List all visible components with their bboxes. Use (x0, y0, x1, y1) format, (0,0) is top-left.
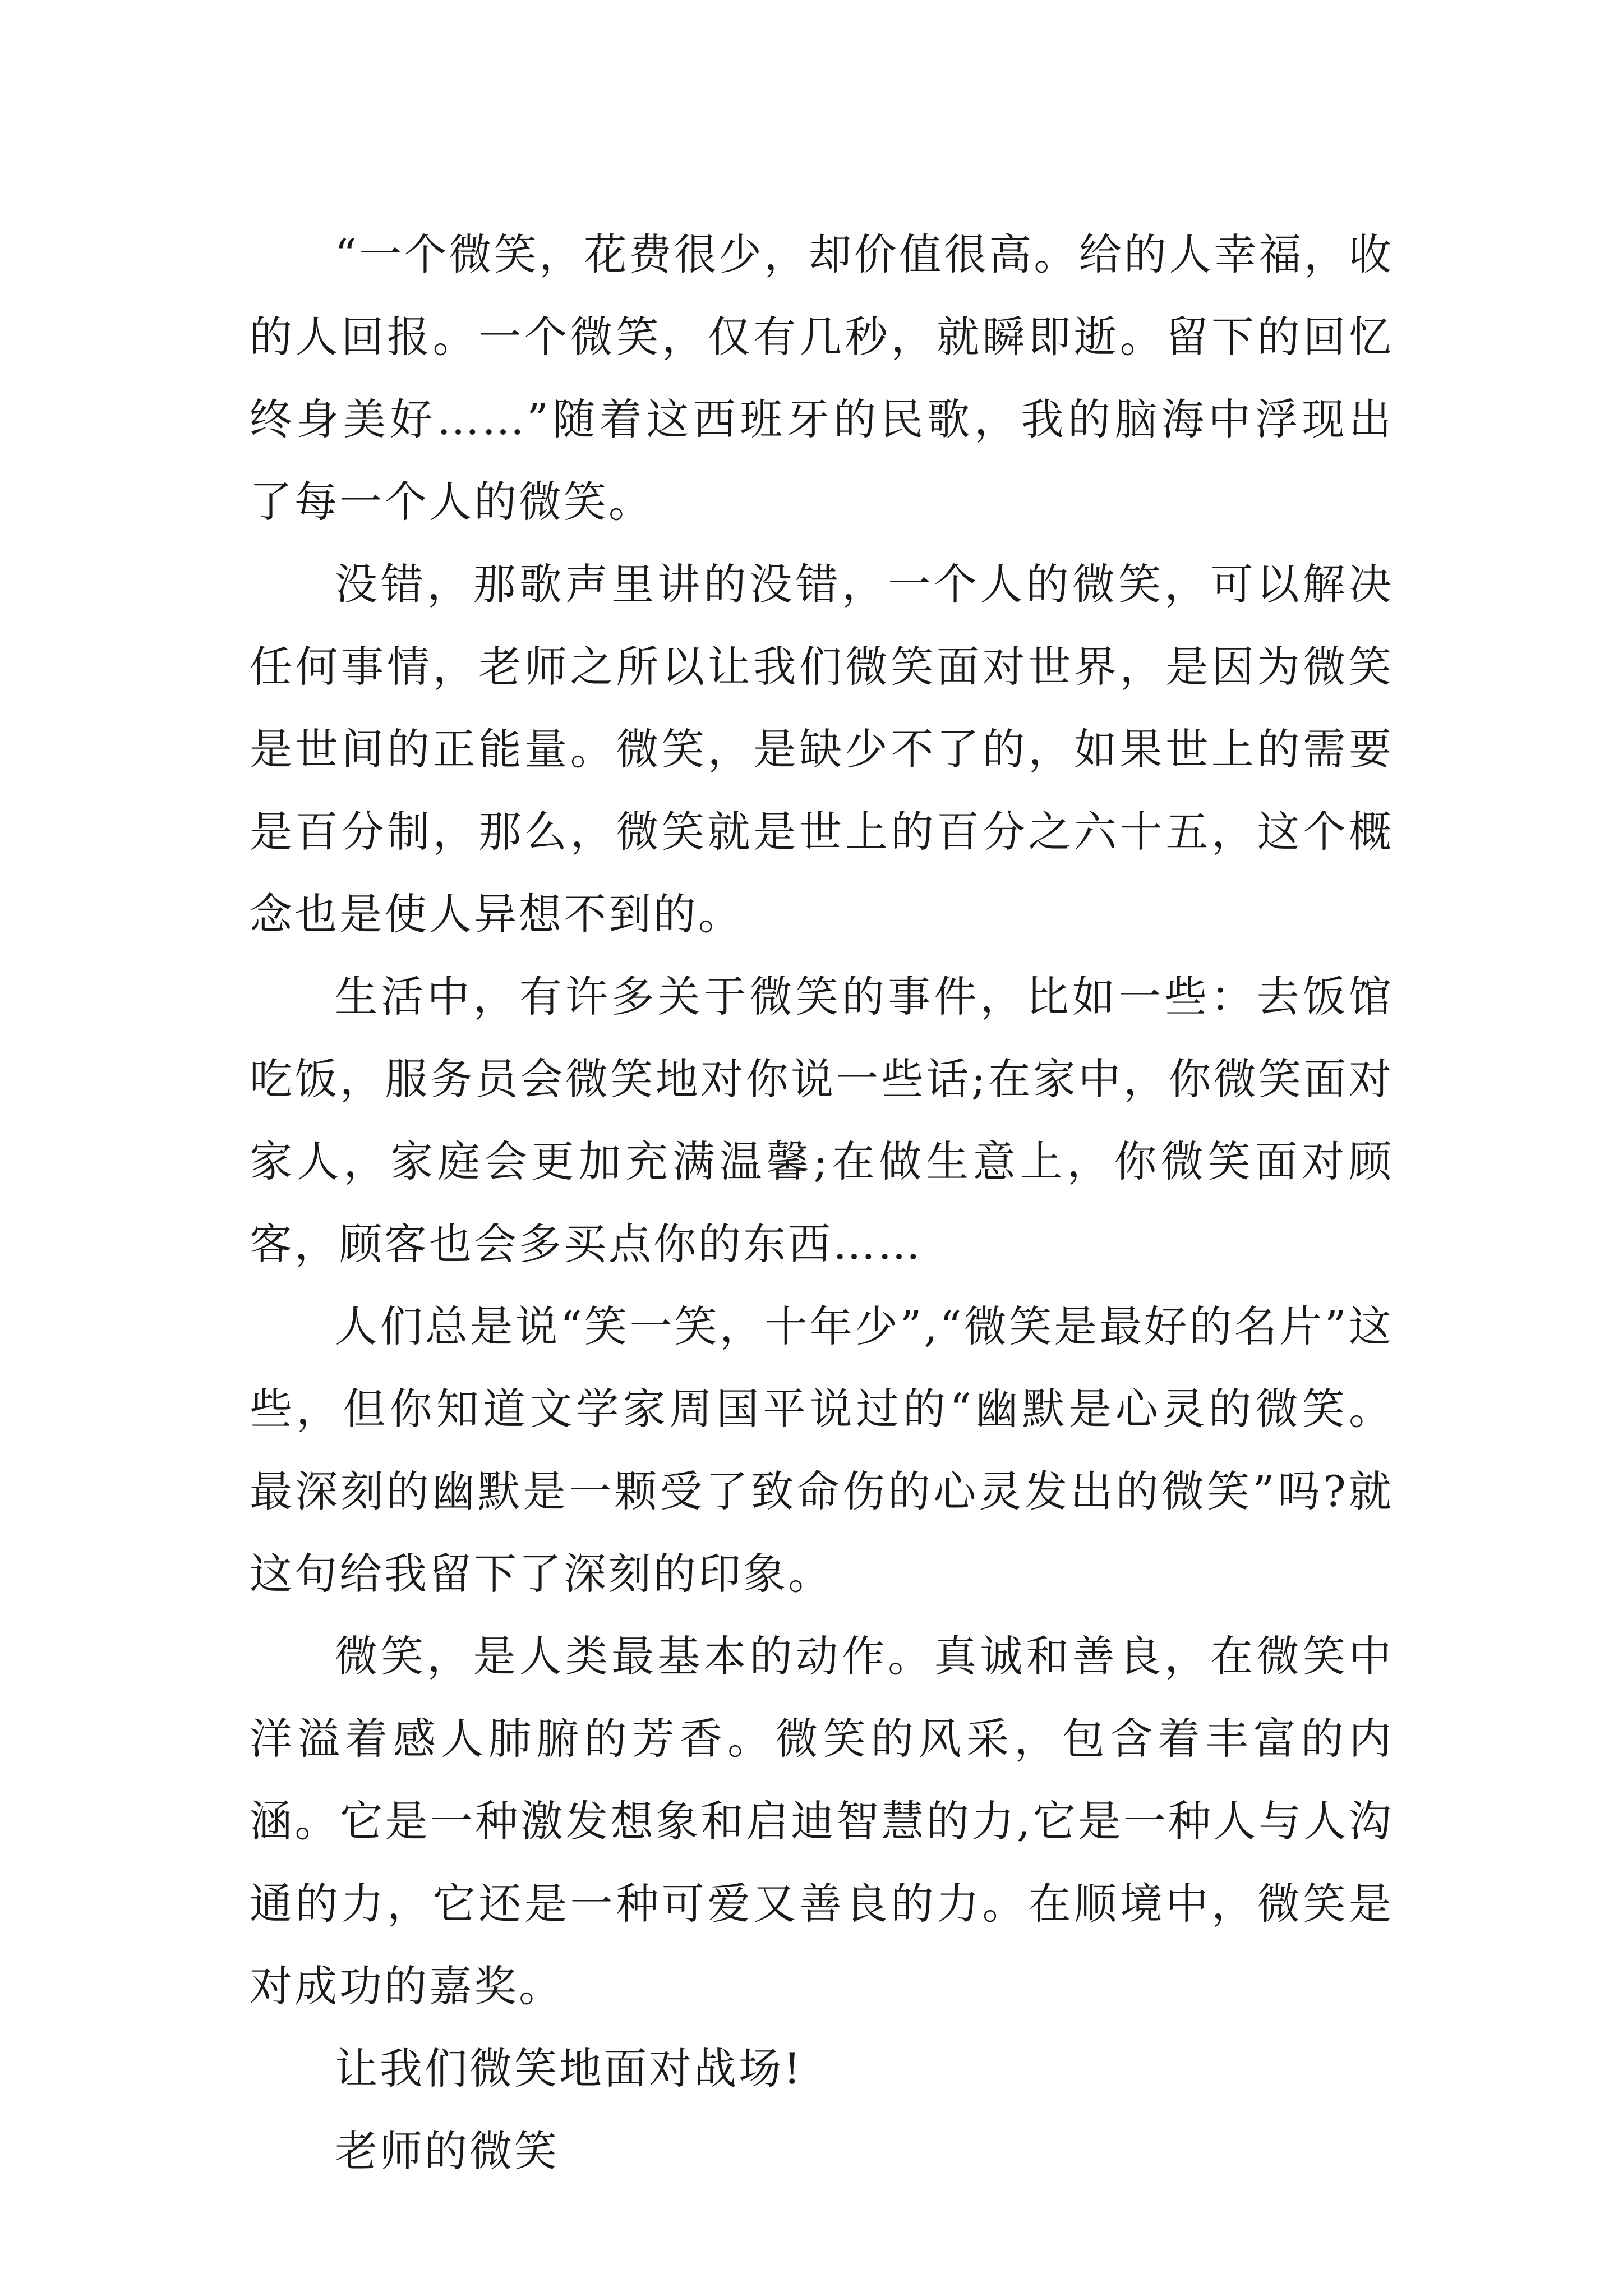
paragraph-2: 没错，那歌声里讲的没错，一个人的微笑，可以解决任何事情，老师之所以让我们微笑面对世界，是因为微笑是世间的正能量。微笑，是缺少不了的，如果世上的需要是百分制，那么，微笑就是世上的百分之六十五，这个概念也是使人异想不到的。 (250, 559, 1394, 939)
document-body (250, 213, 1394, 2192)
paragraph-3: 生活中，有许多关于微笑的事件，比如一些：去饭馆吃饭，服务员会微笑地对你说一些话;在家中，你微笑面对家人，家庭会更加充满温馨;在做生意上，你微笑面对顾客，顾客也会多买点你的东西…… (250, 972, 1394, 1269)
paragraph-4: 人们总是说“笑一笑，十年少”,“微笑是最好的名片”这些，但你知道文学家周国平说过的“幽默是心灵的微笑。最深刻的幽默是一颗受了致命伤的心灵发出的微笑”吗?就这句给我留下了深刻的印象。 (250, 1301, 1394, 1599)
paragraph-1: “一个微笑，花费很少，却价值很高。给的人幸福，收的人回报。一个微笑，仅有几秒，就瞬即逝。留下的回忆终身美好……”随着这西班牙的民歌，我的脑海中浮现出了每一个人的微笑。 (250, 229, 1394, 527)
paragraph-7: 老师的微笑 (335, 2126, 559, 2176)
paragraph-5: 微笑，是人类最基本的动作。真诚和善良，在微笑中洋溢着感人肺腑的芳香。微笑的风采，包含着丰富的内涵。它是一种激发想象和启迪智慧的力,它是一种人与人沟通的力，它还是一种可爱又善良的力。在顺境中，微笑是对成功的嘉奖。 (250, 1631, 1394, 2011)
paragraph-6: 让我们微笑地面对战场! (335, 2044, 803, 2093)
